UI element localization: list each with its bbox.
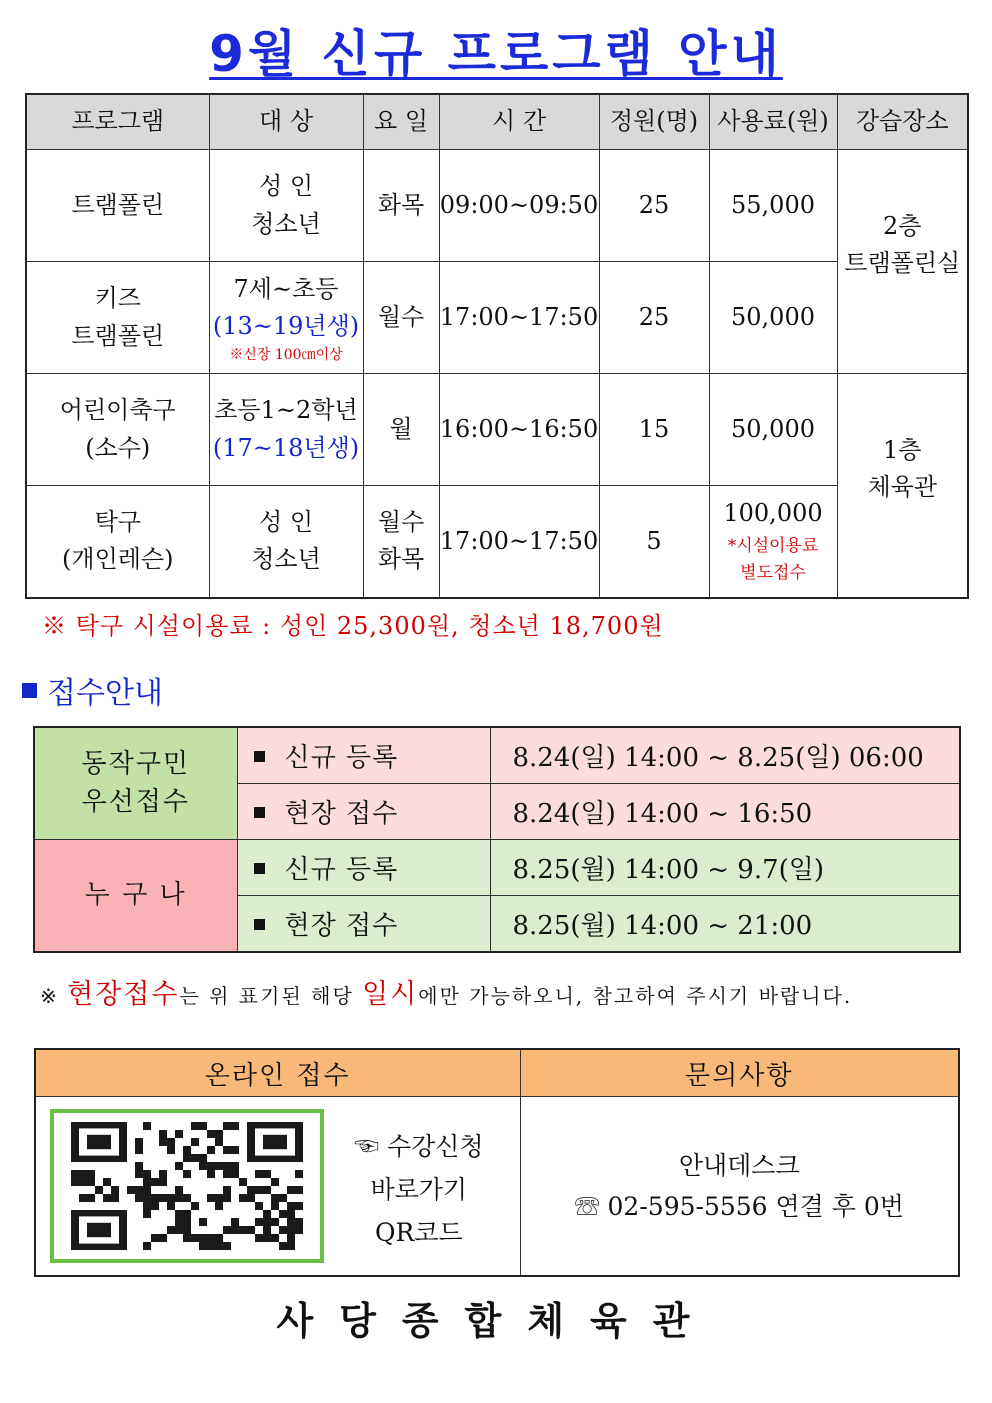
table-row: [34, 840, 960, 896]
square-bullet-icon: [254, 807, 265, 818]
program-table-header: [26, 94, 968, 150]
square-bullet-icon: [254, 863, 265, 874]
registration-table: [33, 726, 961, 953]
program-time: 17:00~17:50: [439, 262, 599, 374]
program-time: 09:00~09:50: [439, 150, 599, 262]
program-capacity: 5: [599, 486, 709, 598]
program-capacity: 25: [599, 262, 709, 374]
registration-type: 현장 접수: [237, 896, 490, 953]
info-desk-label: 안내데스크: [678, 1150, 800, 1180]
registration-group: 누 구 나: [34, 840, 237, 953]
online-registration-cell: [35, 1097, 520, 1277]
page-title: 9월 신규 프로그램 안내: [209, 25, 783, 83]
program-day: 월수: [363, 262, 439, 374]
program-target: 초등1~2학년 (17~18년생): [209, 374, 363, 486]
registration-period: 8.24(일) 14:00 ~ 8.25(일) 06:00: [490, 727, 960, 784]
table-row: [26, 150, 968, 262]
onsite-registration-note: ※ 현장접수는 위 표기된 해당 일시에만 가능하오니, 참고하여 주시기 바랍니다.: [40, 979, 853, 1010]
registration-type: 신규 등록: [237, 727, 490, 784]
inquiry-header: 문의사항: [520, 1049, 959, 1097]
header-cell: 요 일: [363, 94, 439, 150]
header-cell: 강습장소: [837, 94, 968, 150]
program-day: 화목: [363, 150, 439, 262]
facility-fee-note: *시설이용료 별도접수: [727, 535, 819, 583]
registration-period: 8.24(일) 14:00 ~ 16:50: [490, 784, 960, 840]
inquiry-cell: [520, 1097, 959, 1277]
program-location: 2층 트램폴린실: [837, 150, 968, 374]
registration-type: 신규 등록: [237, 840, 490, 896]
qr-code-icon: [54, 1113, 320, 1259]
program-table: [25, 93, 969, 599]
registration-group: 동작구민 우선접수: [34, 727, 237, 840]
program-name: 탁구 (개인레슨): [26, 486, 209, 598]
header-cell: 대 상: [209, 94, 363, 150]
square-bullet-icon: [254, 919, 265, 930]
height-requirement-note: ※신장 100㎝이상: [229, 346, 343, 363]
program-fee: 50,000: [709, 374, 837, 486]
header-cell: 정원(명): [599, 94, 709, 150]
program-capacity: 25: [599, 150, 709, 262]
program-name: 어린이축구 (소수): [26, 374, 209, 486]
program-time: 17:00~17:50: [439, 486, 599, 598]
header-cell: 시 간: [439, 94, 599, 150]
header-cell: 사용료(원): [709, 94, 837, 150]
table-row: [34, 727, 960, 784]
program-name: 트램폴린: [26, 150, 209, 262]
table-row: [26, 486, 968, 598]
table-row: [26, 374, 968, 486]
registration-period: 8.25(월) 14:00 ~ 21:00: [490, 896, 960, 953]
registration-heading: 접수안내: [22, 668, 163, 712]
registration-period: 8.25(월) 14:00 ~ 9.7(일): [490, 840, 960, 896]
program-day: 월수 화목: [363, 486, 439, 598]
square-bullet-icon: [254, 751, 265, 762]
program-fee: 55,000: [709, 150, 837, 262]
program-location: 1층 체육관: [837, 374, 968, 598]
program-fee: 50,000: [709, 262, 837, 374]
program-capacity: 15: [599, 374, 709, 486]
online-registration-header: 온라인 접수: [35, 1049, 520, 1097]
qr-code[interactable]: [50, 1109, 324, 1263]
table-row: [26, 262, 968, 374]
program-name: 키즈 트램폴린: [26, 262, 209, 374]
square-bullet-icon: [22, 683, 37, 698]
pingpong-fee-note: ※ 탁구 시설이용료 : 성인 25,300원, 청소년 18,700원: [42, 612, 664, 640]
header-cell: 프로그램: [26, 94, 209, 150]
program-time: 16:00~16:50: [439, 374, 599, 486]
program-target: 7세~초등 (13~19년생) ※신장 100㎝이상: [209, 262, 363, 374]
phone-number: ☏ 02-595-5556 연결 후 0번: [574, 1192, 904, 1221]
organization-name: 사당종합체육관: [276, 1299, 716, 1343]
qr-caption: ☜ 수강신청 바로가기 QR코드: [354, 1132, 484, 1247]
registration-type: 현장 접수: [237, 784, 490, 840]
program-day: 월: [363, 374, 439, 486]
program-fee: 100,000 *시설이용료 별도접수: [709, 486, 837, 598]
program-target: 성 인 청소년: [209, 486, 363, 598]
program-target: 성 인 청소년: [209, 150, 363, 262]
online-inquiry-table: [34, 1048, 960, 1277]
